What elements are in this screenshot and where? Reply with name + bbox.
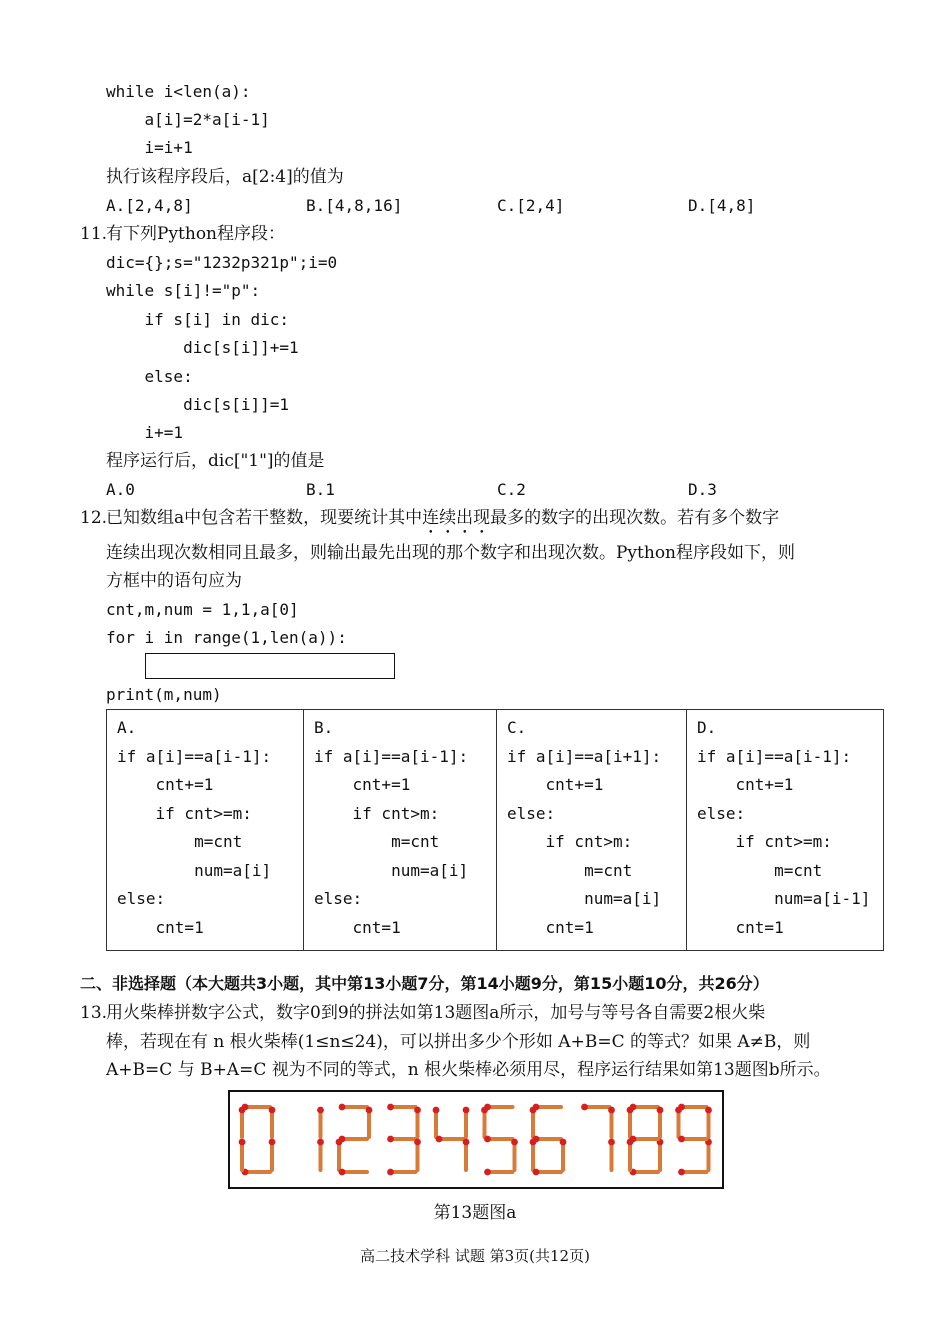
choice-line: cnt+=1 xyxy=(314,775,411,794)
choice-line: else: xyxy=(507,803,556,823)
q13-line: A+B=C 与 B+A=C 视为不同的等式，n 根火柴棒必须用尽，程序运行结果如第13题图b所示。 xyxy=(106,1060,831,1080)
q10-option-a: A.[2,4,8] xyxy=(106,196,193,215)
q11-option-d: D.3 xyxy=(688,480,717,499)
choice-line: cnt=1 xyxy=(117,917,204,937)
q11-stem: 有下列Python程序段： xyxy=(106,224,286,244)
q10-code-line: i=i+1 xyxy=(106,138,193,157)
choice-label: D. xyxy=(697,718,717,737)
q13-line: 棒，若现在有 n 根火柴棒(1≤n≤24)，可以拼出多少个形如 A+B=C 的等式？如果 A≠B，则 xyxy=(106,1032,811,1052)
q12-code-line: cnt,m,num = 1,1,a[0] xyxy=(106,600,299,619)
figure-caption: 第13题图a xyxy=(433,1203,517,1223)
choice-line: cnt+=1 xyxy=(697,775,794,794)
q12-stem-line3: 方框中的语句应为 xyxy=(106,571,242,591)
matchstick-digit-1 xyxy=(317,1107,324,1170)
matchstick-digit-2 xyxy=(336,1104,373,1176)
matchstick-digits-figure xyxy=(228,1090,724,1189)
section-title: 二、非选择题（本大题共3小题，其中第13小题7分，第14小题9分，第15小题10分，共26分） xyxy=(80,974,769,993)
q12-choice-b xyxy=(304,710,497,951)
choice-line: cnt=1 xyxy=(507,917,594,937)
q12-stem-line2: 连续出现次数相同且最多，则输出最先出现的那个数字和出现次数。Python程序段如下，则 xyxy=(106,543,796,563)
q12-code-after: print(m,num) xyxy=(106,685,222,704)
q11-code-line: i+=1 xyxy=(106,423,184,442)
q11-code-line: while s[i]!="p": xyxy=(106,281,261,300)
q12-code-line: for i in range(1,len(a)): xyxy=(106,628,347,647)
q12-stem-part2: 最多的数字的出现次数。若有多个数字 xyxy=(490,508,780,528)
matchstick-digit-4 xyxy=(433,1107,470,1170)
q11-code-line: dic[s[i]]=1 xyxy=(106,395,290,414)
q12-number: 12. xyxy=(80,508,108,528)
q12-choice-d xyxy=(687,710,884,951)
choice-line: if cnt>=m: xyxy=(697,832,832,851)
choice-line: if a[i]==a[i-1]: xyxy=(117,746,272,766)
matchstick-digit-6 xyxy=(530,1104,567,1176)
matchstick-digit-0 xyxy=(239,1104,276,1176)
q11-option-a: A.0 xyxy=(106,480,135,499)
q10-option-d: D.[4,8] xyxy=(688,196,756,215)
q12-stem-emphasis: 连续出现 xyxy=(422,508,491,528)
q10-option-b: B.[4,8,16] xyxy=(306,196,403,215)
q13-line: 用火柴棒拼数字公式，数字0到9的拼法如第13题图a所示，加号与等号各自需要2根火柴 xyxy=(106,1003,766,1023)
q10-question: 执行该程序段后，a[2:4]的值为 xyxy=(106,167,344,187)
matchstick-digit-3 xyxy=(387,1104,421,1176)
choice-label: C. xyxy=(507,718,527,737)
matchstick-digit-7 xyxy=(581,1104,615,1170)
choice-line: cnt=1 xyxy=(314,917,401,937)
choice-line: if cnt>m: xyxy=(314,803,440,823)
choice-line: cnt+=1 xyxy=(507,775,604,794)
q11-number: 11. xyxy=(80,224,108,244)
choice-line: cnt+=1 xyxy=(117,775,214,794)
q11-option-b: B.1 xyxy=(306,480,335,499)
matchstick-digit-9 xyxy=(675,1104,712,1176)
choice-line: m=cnt xyxy=(697,860,823,880)
answer-blank-box xyxy=(145,653,395,679)
page-footer: 高二技术学科 试题 第3页(共12页) xyxy=(360,1247,590,1265)
choice-line: if cnt>m: xyxy=(507,832,633,851)
q12-stem-part1: 已知数组a中包含若干整数，现要统计其中 xyxy=(106,508,423,528)
matchstick-digits-svg xyxy=(230,1092,722,1187)
choice-line: cnt=1 xyxy=(697,917,784,937)
choice-line: if cnt>=m: xyxy=(117,803,252,823)
q11-code-line: if s[i] in dic: xyxy=(106,310,290,329)
choice-line: num=a[i] xyxy=(314,860,469,880)
q10-option-c: C.[2,4] xyxy=(497,196,565,215)
q13-number: 13. xyxy=(80,1003,108,1023)
choice-line: num=a[i] xyxy=(117,860,272,880)
q12-choices-table xyxy=(106,709,884,951)
q11-option-c: C.2 xyxy=(497,480,526,499)
choice-label: A. xyxy=(117,718,137,737)
matchstick-digit-5 xyxy=(481,1104,518,1176)
q12-choice-a xyxy=(107,710,304,951)
q11-question: 程序运行后，dic["1"]的值是 xyxy=(106,451,325,471)
choice-line: else: xyxy=(697,803,746,823)
choice-label: B. xyxy=(314,718,334,737)
q12-stem-line1 xyxy=(106,507,779,538)
choice-line: else: xyxy=(314,889,363,908)
q10-code-line: while i<len(a): xyxy=(106,82,251,101)
choice-line: num=a[i-1] xyxy=(697,889,871,908)
choice-line: m=cnt xyxy=(117,832,243,851)
q11-code-line: dic={};s="1232p321p";i=0 xyxy=(106,253,338,272)
q12-choice-c xyxy=(497,710,687,951)
q11-code-line: else: xyxy=(106,367,193,386)
choice-line: if a[i]==a[i-1]: xyxy=(697,746,852,766)
choice-line: if a[i]==a[i-1]: xyxy=(314,746,469,766)
matchstick-digit-8 xyxy=(627,1104,664,1176)
choice-line: m=cnt xyxy=(507,860,633,880)
choice-line: num=a[i] xyxy=(507,889,662,908)
q11-code-line: dic[s[i]]+=1 xyxy=(106,338,299,357)
choice-line: m=cnt xyxy=(314,832,440,851)
choice-line: else: xyxy=(117,889,166,908)
q10-code-line: a[i]=2*a[i-1] xyxy=(106,110,270,129)
choice-line: if a[i]==a[i+1]: xyxy=(507,746,662,766)
